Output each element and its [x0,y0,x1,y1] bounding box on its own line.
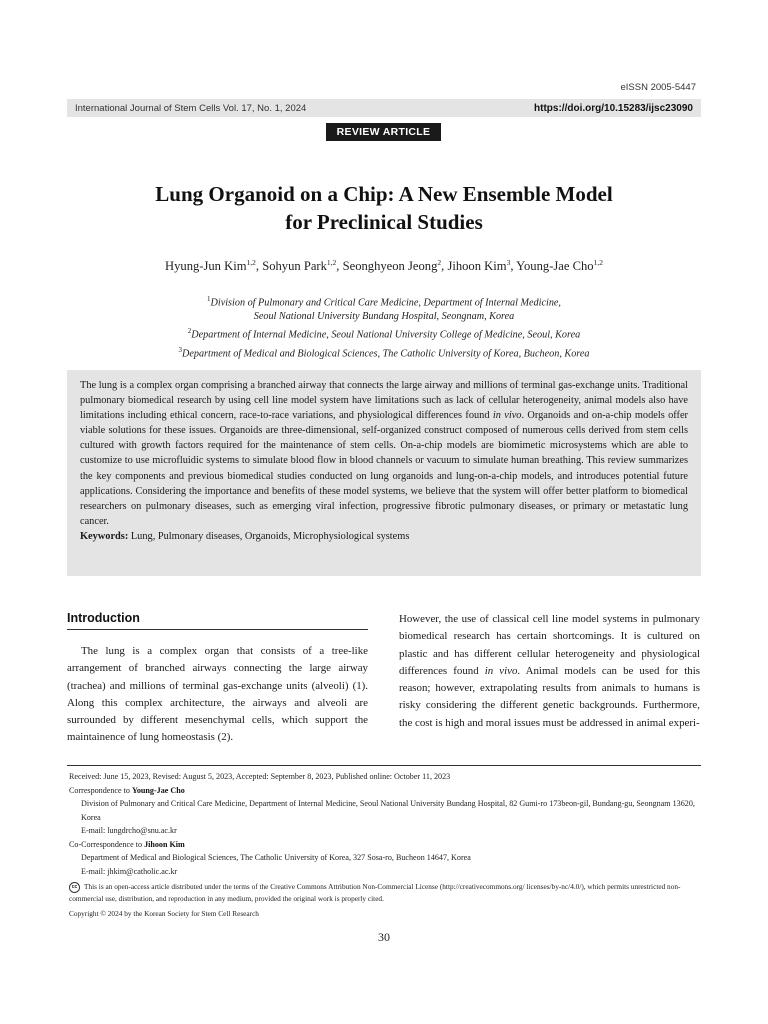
abstract-box [67,370,701,576]
author-list [60,258,708,274]
license-notice: cc This is an open-access article distributed under the terms of the Creative Commons Attribution Non-Commercial License (http://creativecommons.org/ licenses/by-nc/4.0/), which permits unrestricted non-commercial use, distribution, and reproduction in any medium, provided the original work is properly cited. [69,882,681,903]
co-correspondence-email[interactable]: E-mail: jhkim@catholic.ac.kr [81,866,178,876]
article-title [60,180,708,236]
correspondence: Correspondence to Young-Jae Cho [69,785,185,795]
author: Hyung-Jun Kim$^{1,2}$, [165,258,263,274]
eissn: eISSN 2005-5447 [620,82,696,93]
journal-header-bar [67,99,701,117]
abstract-text: The lung is a complex organ comprising a branched airway that connects the large airway and millions of terminal gas-exchange units. Traditional pulmonary biomedical research by using cell line model system have limitations such as lack of cellular heterogeneity, animal models also have limitations including ethical concern, race-to-race variations, and physiological differences found in vivo. Organoids and on-a-chip models offer viable solutions for these issues. Organoids are three-dimensional, self-organized construct composed of numerous cells derived from stem cells cultured with growth factors required for the maintenance of stem cells. On-a-chip models are biomimetic microsystems which are able to customize to use microfluidic systems to simulate blood flow in blood channels or vacuum to simulate human breathing. This review summarizes the key components and previous biomedical studies conducted on lung organoids and lung-on-a-chip models, and introduces potential future applications. Considering the importance and benefits of these model systems, we believe that the system will offer better platform to biomedical researchers on pulmonary diseases, such as emerging viral infection, progressive fibrotic pulmonary diseases, or primary or metastatic lung cancer. [80,380,688,527]
footer-divider [67,765,701,766]
body-text-left-column: The lung is a complex organ that consists of a tree-like arrangement of branched airways connecting the large airway (trachea) and millions of terminal gas-exchange units (alveoli) (1). Along this complex architecture, the airways and alveoli are surrounded by different mesenchymal cells, which support the maintainence of lung homeostasis (2). [67,645,368,744]
title-line-1: Lung Organoid on a Chip: A New Ensemble Model [155,182,613,206]
section-heading-introduction: Introduction [67,611,368,630]
article-dates: Received: June 15, 2023, Revised: August 5, 2023, Accepted: September 8, 2023, Published online: October 11, 2023 [69,772,451,781]
author: Young-Jae Cho$^{1,2}$ [516,258,603,274]
page-number: 30 [378,930,390,944]
affiliation-3: $^3$Department of Medical and Biological Sciences, The Catholic University of Korea, Bucheon, Korea [178,345,590,360]
keywords [80,531,688,542]
journal-citation: International Journal of Stem Cells Vol. 17, No. 1, 2024 [75,102,307,114]
body-text-right-column: However, the use of classical cell line model systems in pulmonary biomedical research has certain shortcomings. It is cultured on plastic and has different cellular heterogeneity and physiological differences found in vivo. Animal models can be used for this reason; however, extrapolating results from animals to humans is risky considering the different genetic backgrounds. Furthermore, the cost is high and moral issues must be addressed in animal experi- [399,613,700,729]
title-line-2: for Preclinical Studies [285,210,483,234]
article-type-badge: REVIEW ARTICLE [326,123,441,141]
co-correspondence-address: Department of Medical and Biological Sciences, The Catholic University of Korea, 327 Sosa-ro, Bucheon 14647, Korea [81,853,471,862]
doi-link[interactable]: https://doi.org/10.15283/ijsc23090 [534,102,693,114]
correspondence-address: Division of Pulmonary and Critical Care Medicine, Department of Internal Medicine, Seoul National University Bundang Hospital, 82 Gumi-ro 173beon-gil, Bundang-gu, Seongnam 13620, Korea [81,799,695,822]
author: Seonghyeon Jeong$^2$, [342,258,448,274]
copyright: Copyright © 2024 by the Korean Society for Stem Cell Research [69,908,259,918]
co-correspondence: Co-Correspondence to Jihoon Kim [69,839,185,849]
affiliation-1: $^1$Division of Pulmonary and Critical Care Medicine, Department of Internal Medicine, [207,295,561,309]
article-footer [69,770,699,920]
affiliation-2: $^2$Department of Internal Medicine, Seoul National University College of Medicine, Seoul, Korea [187,327,581,341]
keywords-list: Lung, Pulmonary diseases, Organoids, Microphysiological systems [130,530,410,542]
correspondence-email[interactable]: E-mail: lungdrcho@snu.ac.kr [81,826,177,835]
keywords-label: Keywords: [80,530,129,542]
creative-commons-icon: cc [69,882,80,893]
affiliation-list [60,292,708,361]
author: Sohyun Park$^{1,2}$, [262,258,343,274]
affiliation-1-cont: Seoul National University Bundang Hospital, Seongnam, Korea [253,311,515,323]
author: Jihoon Kim$^3$, [447,258,517,274]
